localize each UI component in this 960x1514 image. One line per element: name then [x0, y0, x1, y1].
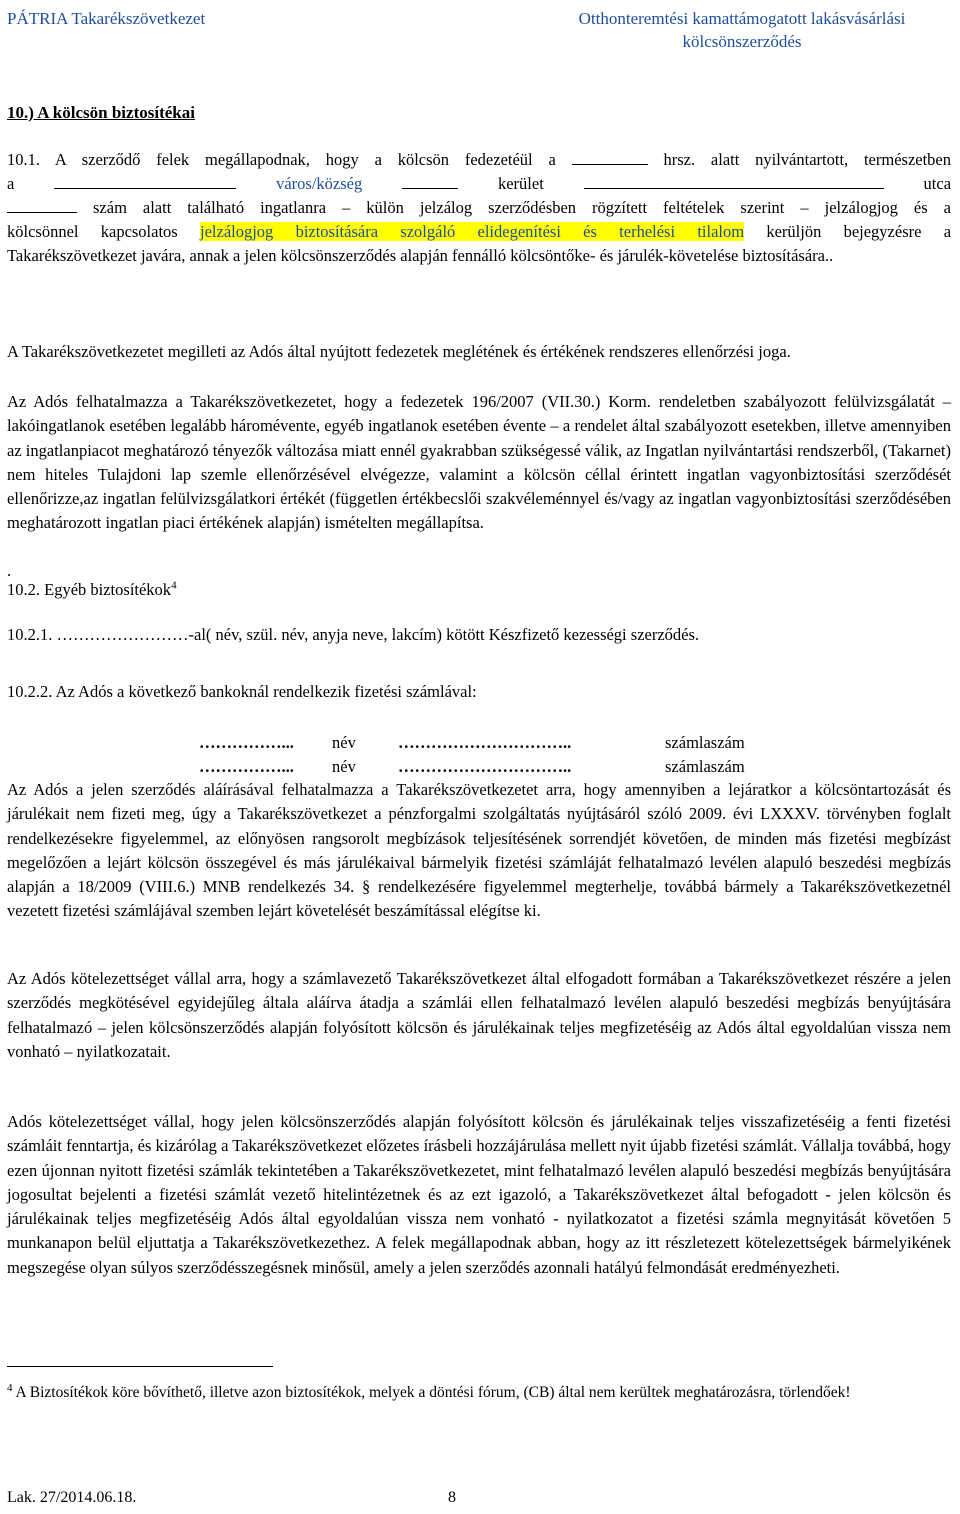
header-document-title: Otthonteremtési kamattámogatott lakásvásárlási kölcsönszerződés: [578, 9, 906, 51]
p-felhatalmazas-b: rendeletben szabályozott felülvizsgálatát – lakóingatlanok esetében legalább háromévente, egyéb ingatlanok esetében évente – a rendelet által szabályozott esetekben, illetve amennyiben az ingatlanpiacot meghatározó tényezők változása miatt ennél gyakrabban szükségessé válik, az Ingatlan nyilvántartási rendszerből, (Takarnet) nem hiteles Tulajdoni lap szemle ellenőrzésével elvégezze, valamint a kölcsön céllal érintett ingatlan vagyonbiztosítási szerződését ellenőrizze,az ingatlan felülvizsgálatkori értékét (független értékbecslői szakvéleménnyel és/vagy az ingatlan vagyonbiztosítási szerződésében meghatározott ingatlan piaci értékének alapján) ismételten megállapítsa.: [7, 392, 952, 533]
blank-street: [584, 173, 884, 189]
footnote-ref: 4: [171, 579, 177, 592]
s10-1-highlight: jelzálogjog biztosítására szolgáló elidegenítési és terhelési tilalom: [200, 222, 745, 241]
s10-2-title: [7, 578, 951, 602]
account-1-number-dots: …………………………..: [398, 733, 572, 752]
stray-dot: .: [7, 561, 12, 580]
p-beszamitas: Az Adós a jelen szerződés aláírásával felhatalmazza a Takarékszövetkezetet arra, hogy amennyiben a lejáratkor a kölcsöntartozását és járulékait nem fizeti meg, úgy a Takarékszövetkezet a pénzforgalmi szolgáltatás nyújtásáról szóló 2009. évi LXXXV. törvényben foglalt rendelkezésekre figyelemmel, az előnyösen rangsorolt megbízások teljesítésének sorrendjét követően, de minden más fizetési megbízást megelőzően a lejárt kölcsön összegével és más járulékaival bármelyik fizetési számláját felhatalmazó levélen alapuló beszedési megbízás alapján a 18/2009 (VIII.6.) MNB rendelkezés 34. § rendelkezésére figyelemmel megterhelje, továbbá bármely a Takarékszövetkezetnél vezetett fizetési számlájával szemben lejárt követelését beszámítással elégítse ki.: [7, 780, 951, 921]
p-felhatalmazas: [7, 390, 951, 536]
s10-1-text-l4a: kölcsönnel kapcsolatos: [7, 222, 178, 241]
blank-district: [402, 173, 458, 189]
footnote-text: A Biztosítékok köre bővíthető, illetve azon biztosítékok, melyek a döntési fórum, (CB) által nem kerültek meghatározásra, törlendőek!: [15, 1384, 851, 1401]
s10-2-1: [7, 623, 951, 647]
s10-2-2: 10.2.2. Az Adós a következő bankoknál rendelkezik fizetési számlával:: [7, 682, 477, 701]
s10-1-text-c: alatt nyilvántartott, természetben: [710, 150, 952, 169]
s10-1-line-1: [7, 148, 951, 172]
s10-1-text-street: utca: [923, 174, 952, 193]
footnote-number: 4: [7, 1381, 13, 1394]
footer-reference: Lak. 27/2014.06.18.: [7, 1489, 137, 1506]
section-title: 10.) A kölcsön biztosítékai: [7, 103, 195, 122]
p-ellenorzes: A Takarékszövetkezetet megilleti az Adós által nyújtott fedezetek meglétének és értékének rendszeres ellenőrzési joga.: [7, 342, 791, 361]
s10-2-1-text: -al( név, szül. név, anyja neve, lakcím) kötött Készfizető kezességi szerződés.: [188, 625, 700, 644]
blank-number: [7, 197, 77, 213]
s10-2-1-dots: ……………………: [56, 625, 189, 644]
page-number: 8: [448, 1489, 456, 1506]
blank-hrsz: [572, 149, 648, 165]
footnote-divider: [7, 1366, 273, 1367]
account-1-dots: ……………...: [199, 733, 294, 752]
footnote: [7, 1378, 951, 1408]
blank-city: [54, 173, 236, 189]
s10-1-line-3: [7, 196, 951, 220]
account-2-name-label: név: [332, 757, 356, 776]
s10-1-line-4: [7, 220, 951, 244]
s10-1-rest: Takarékszövetkezet javára, annak a jelen kölcsönszerződés alapján fennálló kölcsöntőke- és járulék-követelése biztosítására..: [7, 246, 834, 265]
p-felhatalmazas-a: Az Adós felhatalmazza a Takarékszövetkezetet, hogy a fedezetek 196/2007 (VII.30.) Korm.: [7, 392, 651, 411]
account-1-number-label: számlaszám: [665, 733, 745, 752]
s10-1-line-2: [7, 172, 951, 196]
account-2-dots: ……………...: [199, 757, 294, 776]
s10-1-text-city: város/község: [276, 174, 363, 193]
s10-1-text-a2: a: [7, 174, 15, 193]
p-kotelezettseg: Az Adós kötelezettséget vállal arra, hogy a számlavezető Takarékszövetkezet által elfogadott formában a Takarékszövetkezet részére a jelen szerződés megkötésével egyidejűleg általa aláírva átadja a számlái ellen felhatalmazó levélen alapuló beszedési megbízás benyújtására felhatalmazó – jelen kölcsönszerződés alapján folyósított kölcsön és járulékainak teljes megfizetéséig az Adós által egyoldalúan vissza nem vonható – nyilatkozatait.: [7, 969, 951, 1061]
header-institution: PÁTRIA Takarékszövetkezet: [7, 9, 206, 28]
account-2-number-label: számlaszám: [665, 757, 745, 776]
s10-1-text-hrsz: hrsz.: [663, 150, 696, 169]
s10-1-text-district: kerület: [497, 174, 544, 193]
s10-1-text-l3: szám alatt található ingatlanra – külön jelzálog szerződésben rögzített feltételek szerint – jelzálogjog és a: [93, 198, 951, 217]
s10-1-text-l4c: kerüljön bejegyzésre a: [766, 222, 952, 241]
account-1-name-label: név: [332, 733, 356, 752]
s10-2-title-text: 10.2. Egyéb biztosítékok: [7, 580, 172, 599]
account-2-number-dots: …………………………..: [398, 757, 572, 776]
s10-1-text-a: 10.1. A szerződő felek megállapodnak, hogy a kölcsön fedezetéül a: [7, 150, 556, 169]
p-fenntartas: Adós kötelezettséget vállal, hogy jelen kölcsönszerződés alapján folyósított kölcsön és járulékainak teljes visszafizetéséig a fenti fizetési számláit fenntartja, és kizárólag a Takarékszövetkezet előzetes írásbeli hozzájárulása mellett nyit újabb fizetési számlát. Vállalja továbbá, hogy ezen újonnan nyitott fizetési számlák tekintetében a Takarékszövetkezetet, mint felhatalmazó levélen alapuló beszedési megbízás benyújtására jogosultat bejelenti a fizetési számlát vezető hitelintézetnek és az ezt igazoló, a Takarékszövetkezet által befogadott - jelen kölcsön és járulékainak teljes megfizetéséig Adós által egyoldalúan vissza nem vonható - nyilatkozatot a fizetési számla megnyitását követően 5 munkanapon belül eljuttatja a Takarékszövetkezethez. A felek megállapodnak abban, hogy az itt részletezett kötelezettségek bármelyikének megszegése olyan súlyos szerződésszegésnek minősül, amely a jelen szerződés azonnali hatályú felmondását eredményezheti.: [7, 1112, 951, 1277]
s10-2-1-num: 10.2.1.: [7, 625, 53, 644]
